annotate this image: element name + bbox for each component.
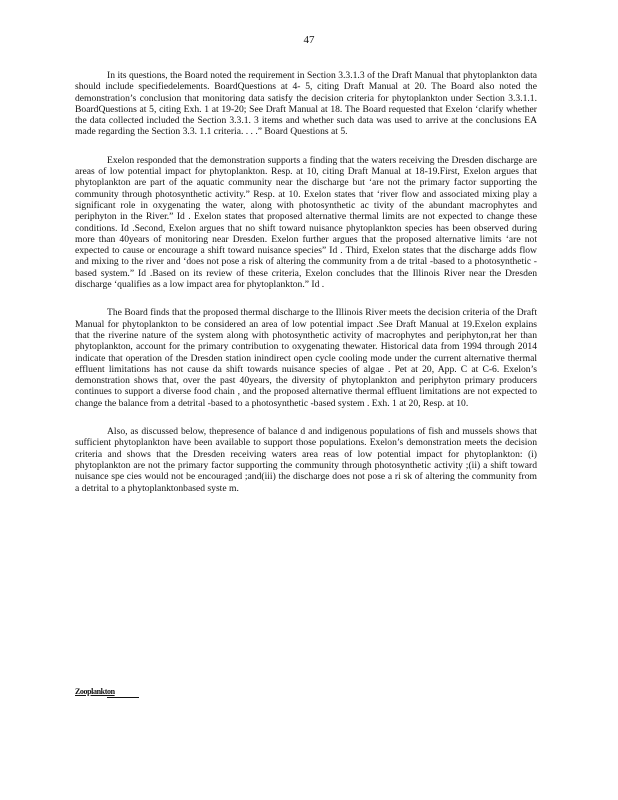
page-number: 47 [303, 34, 315, 46]
heading-underline-rule [107, 697, 139, 698]
paragraph-board-questions: In its questions, the Board noted the requirement in Section 3.3.1.3 of the Draft Manual that phytoplankton data should include specifiedelements. BoardQuestions at 4- 5, citing Draft Manual at 20. The Board also noted the demonstration’s conclusion that monitoring data satisfy the decision criteria for phytoplankton under Section 3.3.1.1. BoardQuestions at 5, citing Exh. 1 at 19-20; See Draft Manual at 18. The Board requested that Exelon ‘clarify whether the data collected included the Section 3.3.1. 3 items and whether such data was used to arrive at the conclusions EA made regarding the Section 3.3. 1.1 criteria. . . .” Board Questions at 5. [75, 70, 537, 138]
paragraph-fish-mussels: Also, as discussed below, thepresence of balance d and indigenous populations of fish and mussels shows that sufficient phytoplankton have been available to support those populations. Exelon’s demonstration meets the decision criteria and shows that the Dresden receiving waters area reas of low potential impact for phytoplankton: (i) phytoplankton are not the primary factor supporting the community through photosynthetic activity ;(ii) a shift toward nuisance spe cies would not be encouraged ;and(iii) the discharge does not pose a ri sk of altering the community from a detrital to a phytoplanktonbased syste m. [75, 426, 537, 494]
body-text [75, 70, 537, 511]
section-heading-zooplankton: Zooplankton [75, 687, 115, 696]
paragraph-exelon-response: Exelon responded that the demonstration supports a finding that the waters receiving the Dresden discharge are areas of low potential impact for phytoplankton. Resp. at 10, citing Draft Manual at 18-19.First, Exelon argues that phytoplankton are part of the aquatic community near the discharge but ‘are not the primary factor supporting the community through photosynthetic activity.” Resp. at 10. Exelon states that ‘river flow and associated mixing play a significant role in oxygenating the water, along with photosynthetic ac tivity of the abundant macrophytes and periphyton in the River.” Id . Exelon states that proposed alternative thermal limits are not expected to change these conditions. Id .Second, Exelon argues that no shift toward nuisance phytoplankton species has been observed during more than 40years of monitoring near Dresden. Exelon further argues that the proposed alternative limits ‘are not expected to cause or encourage a shift toward nuisance species” Id . Third, Exelon states that the discharge adds flow and mixing to the river and ‘does not pose a risk of altering the community from a de trital -based to a photosynthetic -based system.” Id .Based on its review of these criteria, Exelon concludes that the Illinois River near the Dresden discharge ‘qualifies as a low impact area for phytoplankton.” Id . [75, 154, 537, 291]
paragraph-board-finding: The Board finds that the proposed thermal discharge to the Illinois River meets the decision criteria of the Draft Manual for phytoplankton to be considered an area of low potential impact .See Draft Manual at 19.Exelon explains that the riverine nature of the system along with photosynthetic activity of macrophytes and periphyton,rat her than phytoplankton, account for the primary contribution to oxygenating thewater. Historical data from 1994 through 2014 indicate that operation of the Dresden station inindirect open cycle cooling mode under the current alternative thermal effluent limitations has not cause da shift towards nuisance species of algae . Pet at 20, App. C at C-6. Exelon’s demonstration shows that, over the past 40years, the diversity of phytoplankton and periphyton primary producers continues to support a diverse food chain , and the proposed alternative thermal effluent limitations are not expected to change the balance from a detrital -based to a photosynthetic -based system . Exh. 1 at 20, Resp. at 10. [75, 307, 537, 409]
